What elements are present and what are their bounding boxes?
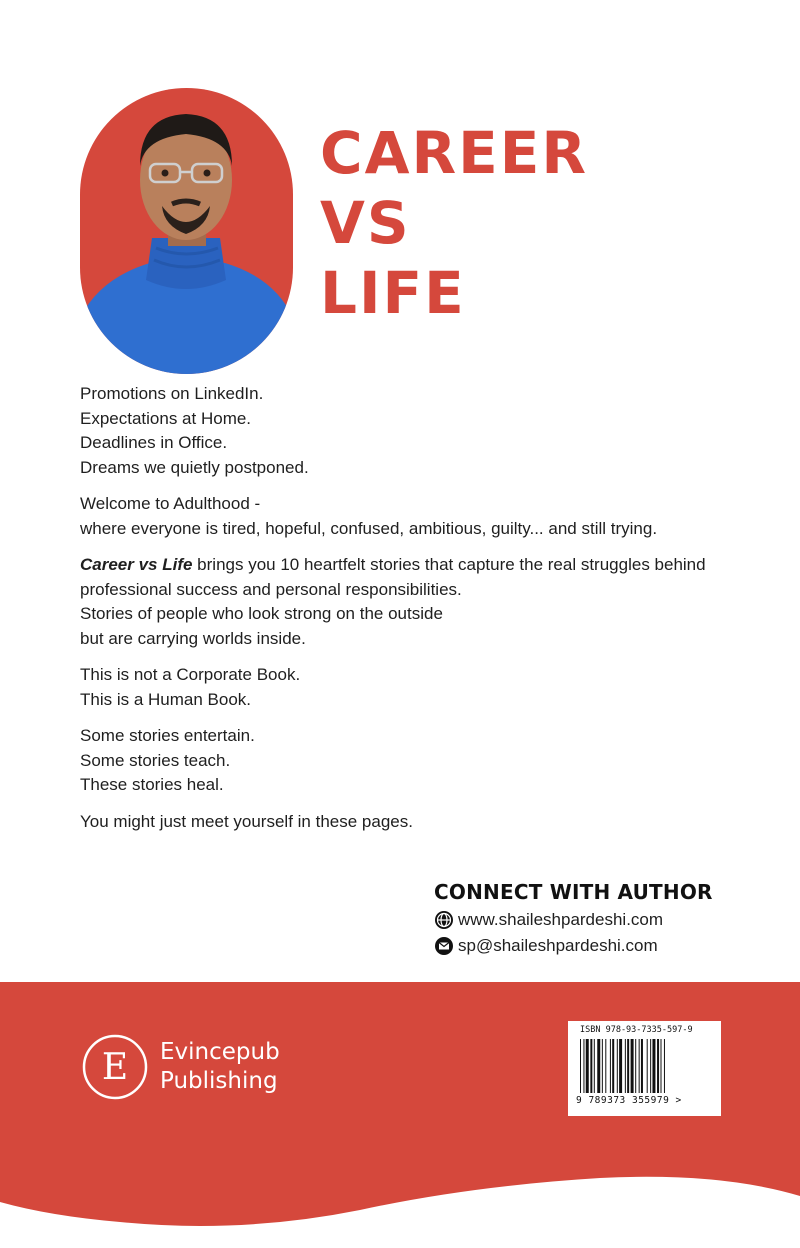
barcode-bar [586,1039,589,1093]
barcode-bar [641,1039,643,1093]
intro-paragraph [80,382,720,480]
barcode-bar [661,1039,662,1093]
stories-line: These stories heal. [80,775,224,794]
description-paragraph [80,553,720,651]
publisher-name-line1: Evincepub [160,1039,280,1065]
barcode-bar [635,1039,636,1093]
description-line: Stories of people who look strong on the outside [80,604,443,623]
publisher-name-line2: Publishing [160,1068,278,1094]
barcode-bar [602,1039,603,1093]
book-type-paragraph [80,663,720,712]
title-line-career: CAREER [320,119,589,187]
intro-line: Dreams we quietly postponed. [80,457,309,477]
website-link[interactable] [434,910,734,930]
barcode-bar [639,1039,640,1093]
email-address: sp@shaileshpardeshi.com [458,936,658,955]
title-line-life: LIFE [320,259,466,327]
publisher-e-icon [80,1032,150,1102]
website-url: www.shaileshpardeshi.com [458,910,664,929]
publisher-logo [80,1032,280,1102]
email-link[interactable] [434,936,734,956]
intro-line: Expectations at Home. [80,408,252,428]
stories-line: Some stories teach. [80,750,231,770]
barcode-bar [617,1039,618,1093]
barcode-bar [612,1039,614,1093]
book-type-line: This is a Human Book. [80,689,252,709]
barcode-bar [619,1039,622,1093]
barcode-bar [590,1039,592,1093]
envelope-icon [434,936,454,956]
book-title [320,118,588,328]
book-title-inline: Career vs Life [80,555,193,574]
book-type-line: This is not a Corporate Book. [80,665,301,684]
intro-line: Deadlines in Office. [80,433,228,452]
author-portrait-illustration [80,88,293,374]
intro-line: Promotions on LinkedIn. [80,384,264,403]
barcode-bar [664,1039,665,1093]
barcode-digits: 9 789373 355979 > [576,1095,682,1106]
barcode-bar [583,1039,584,1093]
barcode-bar [605,1039,606,1093]
stories-line: Some stories entertain. [80,726,255,745]
barcode-bar [650,1039,651,1093]
isbn-barcode [568,1021,721,1116]
welcome-paragraph [80,492,720,541]
author-photo [80,88,293,374]
logo-letter: E [101,1047,129,1088]
barcode-bar [597,1039,600,1093]
isbn-label: ISBN 978-93-7335-597-9 [580,1025,693,1035]
barcode-bar [594,1039,595,1093]
connect-section [434,880,734,956]
publisher-name [160,1038,280,1096]
welcome-line: Welcome to Adulthood - [80,494,261,513]
barcode-bar [657,1039,659,1093]
welcome-line: where everyone is tired, hopeful, confused, ambitious, guilty... and still trying. [80,518,658,538]
barcode-bar [625,1039,626,1093]
title-line-vs: VS [320,189,411,257]
barcode-bar [610,1039,611,1093]
closing-line: You might just meet yourself in these pages. [80,811,413,831]
globe-icon [434,910,454,930]
stories-paragraph [80,724,720,798]
barcode-bar [631,1039,634,1093]
back-cover-blurb [80,382,720,846]
barcode-bar [652,1039,655,1093]
description-text: brings you 10 heartfelt stories that capture the real struggles behind professional success and personal responsibilities. [80,555,706,599]
barcode-bar [647,1039,648,1093]
barcode-bar [627,1039,629,1093]
description-line [80,553,720,602]
description-line: but are carrying worlds inside. [80,628,306,648]
connect-heading: CONNECT WITH AUTHOR [434,880,713,904]
barcode-bar [580,1039,581,1093]
